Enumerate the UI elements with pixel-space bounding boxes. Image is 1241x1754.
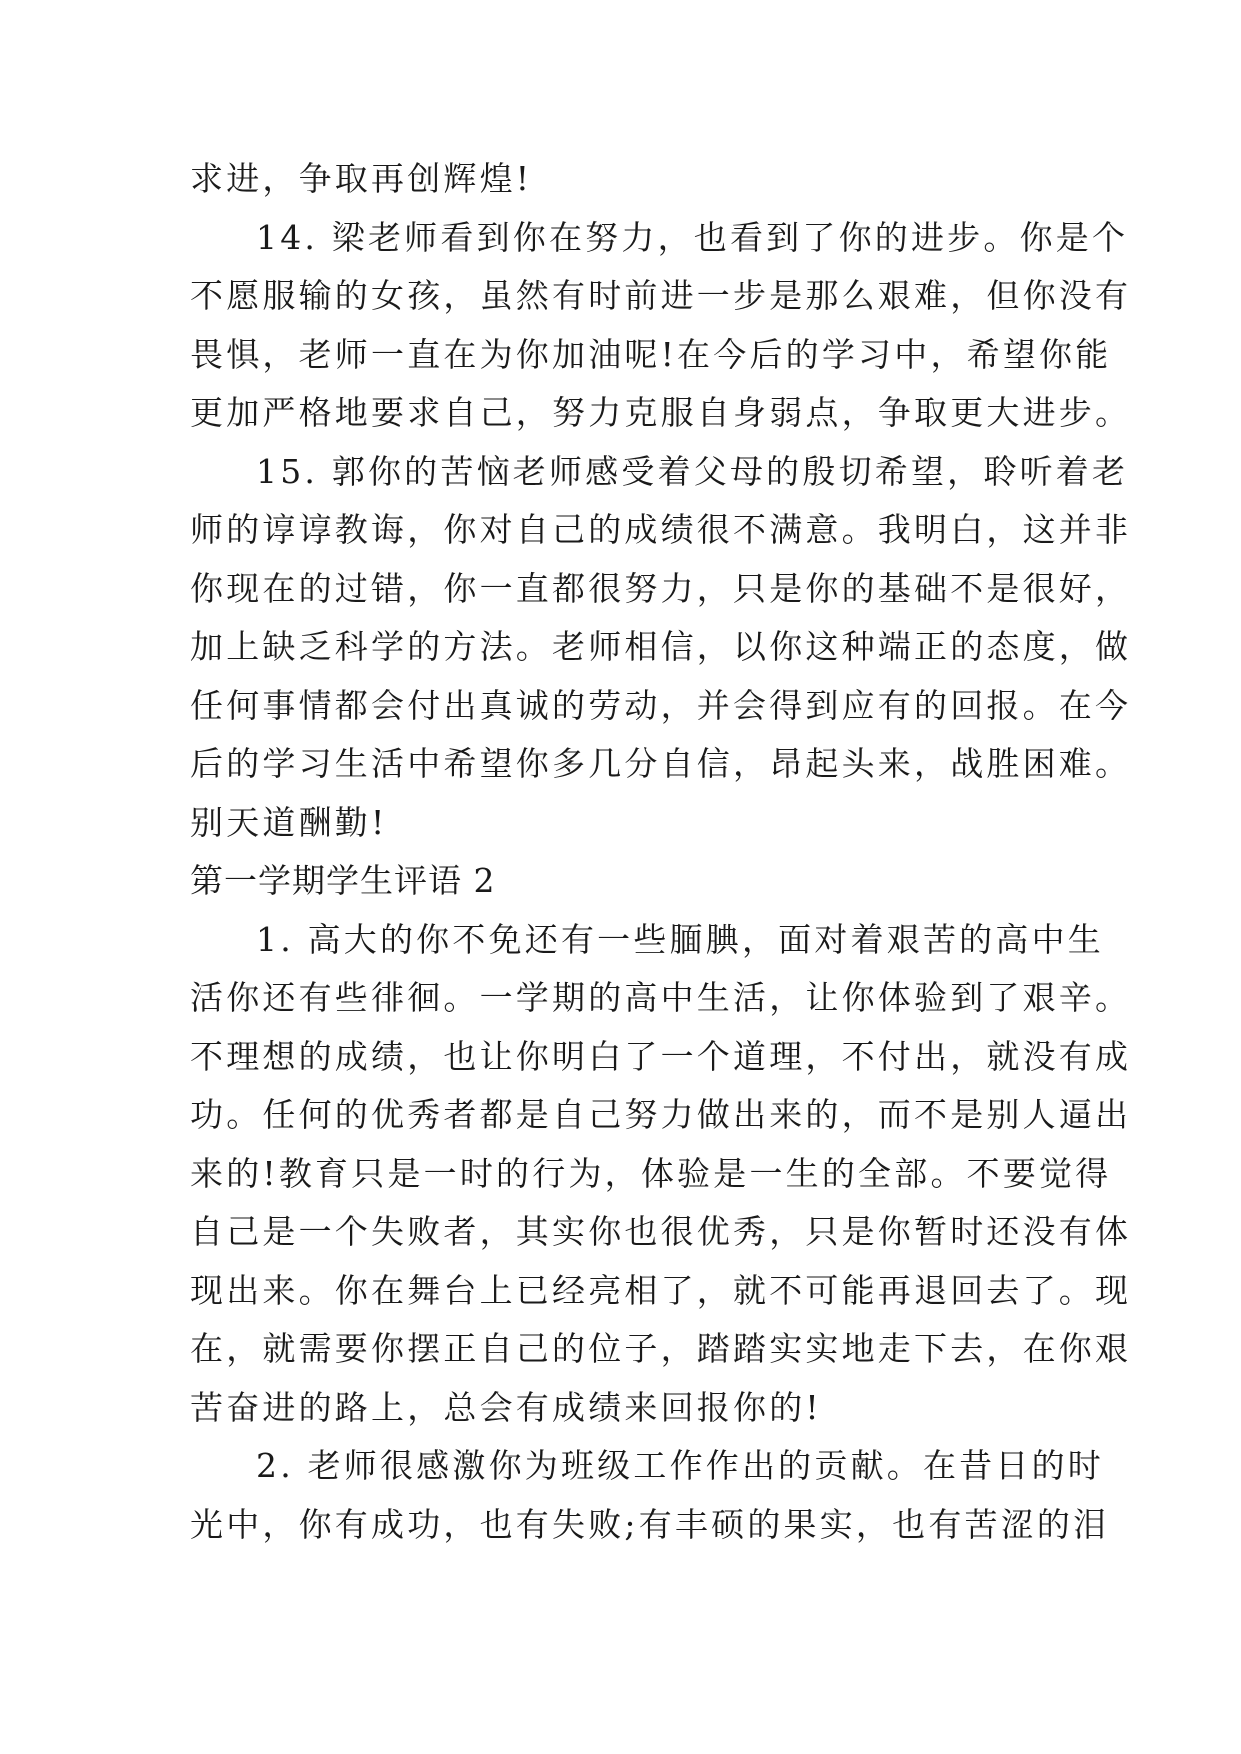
section-heading: 第一学期学生评语 2 — [190, 861, 496, 900]
text-line: 来的!教育只是一时的行为，体验是一生的全部。不要觉得 — [190, 1153, 1112, 1193]
paragraph-block-1 — [190, 150, 1132, 852]
text-line: 你现在的过错，你一直都很努力，只是你的基础不是很好， — [190, 568, 1132, 608]
text-line: 求进，争取再创辉煌! — [190, 159, 533, 198]
text-line: 任何事情都会付出真诚的劳动，并会得到应有的回报。在今 — [190, 685, 1132, 725]
text-line: 1. 高大的你不免还有一些腼腆，面对着艰苦的高中生 — [256, 919, 1104, 959]
paragraph-block-2 — [190, 911, 1132, 1555]
text-line: 14. 梁老师看到你在努力，也看到了你的进步。你是个 — [256, 217, 1129, 257]
text-line: 别天道酬勤! — [190, 802, 388, 842]
text-line: 不理想的成绩，也让你明白了一个道理，不付出，就没有成 — [190, 1036, 1132, 1076]
document-page — [190, 150, 1132, 1554]
text-line: 2. 老师很感激你为班级工作作出的贡献。在昔日的时 — [256, 1446, 1104, 1485]
text-line: 加上缺乏科学的方法。老师相信，以你这种端正的态度，做 — [190, 627, 1132, 666]
text-line: 畏惧，老师一直在为你加油呢!在今后的学习中，希望你能 — [190, 334, 1112, 374]
text-line: 苦奋进的路上，总会有成绩来回报你的! — [190, 1387, 822, 1427]
text-line: 功。任何的优秀者都是自己努力做出来的，而不是别人逼出 — [190, 1095, 1132, 1134]
text-line: 不愿服输的女孩，虽然有时前进一步是那么艰难，但你没有 — [190, 276, 1132, 315]
text-line: 后的学习生活中希望你多几分自信，昂起头来，战胜困难。 — [190, 744, 1132, 783]
text-line: 现出来。你在舞台上已经亮相了，就不可能再退回去了。现 — [190, 1270, 1132, 1310]
text-line: 光中，你有成功，也有失败;有丰硕的果实，也有苦涩的泪 — [190, 1504, 1110, 1544]
text-line: 15. 郭你的苦恼老师感受着父母的殷切希望，聆听着老 — [256, 451, 1129, 491]
text-line: 在，就需要你摆正自己的位子，踏踏实实地走下去，在你艰 — [190, 1329, 1132, 1368]
text-line: 师的谆谆教诲，你对自己的成绩很不满意。我明白，这并非 — [190, 510, 1132, 549]
text-line: 自己是一个失败者，其实你也很优秀，只是你暂时还没有体 — [190, 1212, 1132, 1251]
text-line: 更加严格地要求自己，努力克服自身弱点，争取更大进步。 — [190, 393, 1132, 432]
text-line: 活你还有些徘徊。一学期的高中生活，让你体验到了艰辛。 — [190, 978, 1132, 1017]
